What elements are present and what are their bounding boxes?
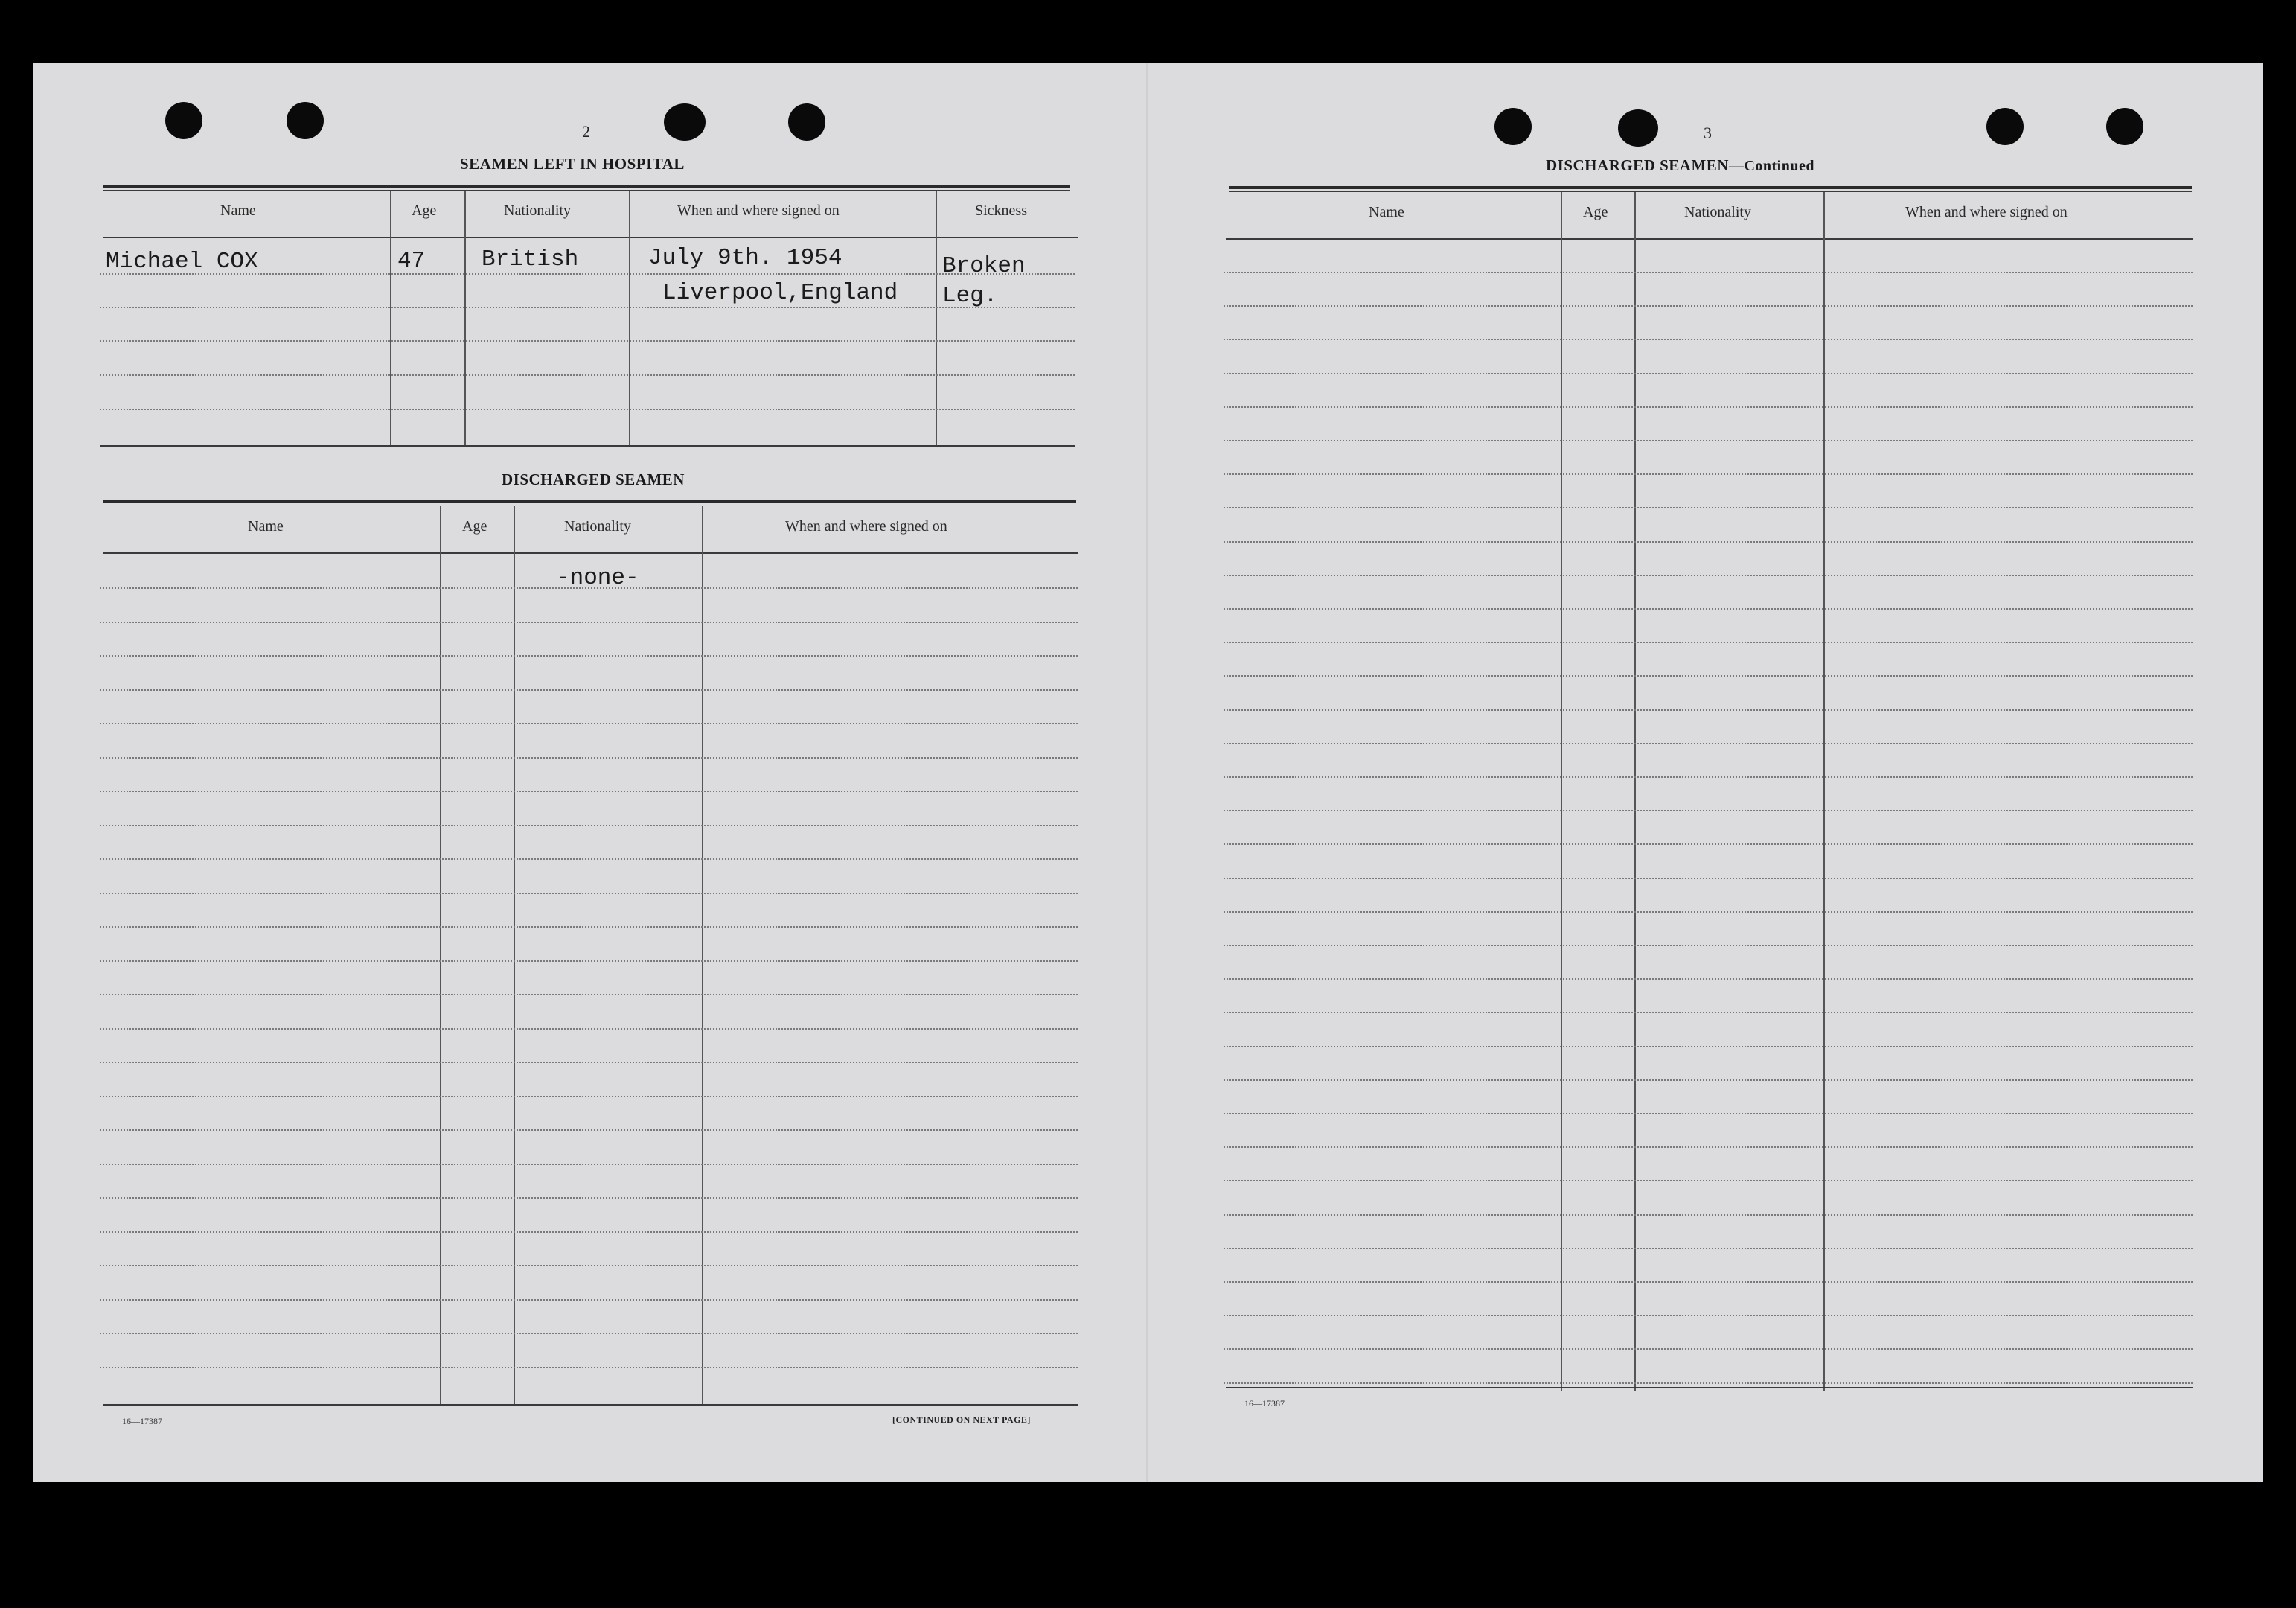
hospital-seaman-age: 47 (397, 248, 426, 274)
ruled-line (1224, 507, 2193, 508)
ruled-line (100, 893, 1078, 894)
ruled-line (1224, 1012, 2193, 1013)
ruled-line (1224, 1348, 2193, 1350)
ruled-line (100, 825, 1078, 826)
ruled-line (1224, 843, 2193, 845)
column-header-age: Age (1583, 204, 1608, 220)
hospital-seaman-nationality: British (482, 246, 579, 272)
ruled-line (1224, 608, 2193, 610)
ruled-line (1224, 1146, 2193, 1148)
continued-section-title-main: DISCHARGED SEAMEN (1546, 156, 1729, 174)
ruled-line (1224, 1214, 2193, 1216)
punch-hole (2106, 108, 2143, 145)
ruled-line (1224, 878, 2193, 879)
ruled-line (100, 926, 1078, 928)
ruled-line (100, 1164, 1078, 1165)
form-sheet (33, 63, 2263, 1482)
ruled-line (100, 1028, 1078, 1030)
ruled-line (1224, 373, 2193, 374)
ruled-line (100, 689, 1078, 691)
no-discharged-entries: -none- (556, 565, 639, 591)
ruled-line (1224, 810, 2193, 811)
ruled-line (1224, 1281, 2193, 1283)
hospital-sickness-line1: Broken (942, 253, 1026, 279)
discharged-section-title: DISCHARGED SEAMEN (502, 470, 685, 488)
ruled-line (100, 1231, 1078, 1233)
page-fold (1146, 63, 1148, 1482)
column-header-name: Name (220, 202, 256, 219)
column-header-signed-on: When and where signed on (785, 518, 947, 535)
ruled-line (1224, 978, 2193, 980)
ruled-line (1224, 709, 2193, 711)
ruled-line (1224, 675, 2193, 677)
ruled-line (100, 1129, 1078, 1131)
ruled-line (100, 994, 1078, 995)
ruled-line (1224, 945, 2193, 946)
ruled-line (1224, 1079, 2193, 1081)
ruled-line (1224, 272, 2193, 273)
continued-note: [CONTINUED ON NEXT PAGE] (892, 1414, 1031, 1425)
ruled-line (1224, 911, 2193, 913)
ruled-line (1224, 575, 2193, 576)
column-header-sickness: Sickness (975, 202, 1027, 219)
continued-section-title (1546, 156, 1814, 175)
column-header-signed-on: When and where signed on (1905, 204, 2068, 220)
ruled-line (100, 1062, 1078, 1063)
ruled-line (1224, 1248, 2193, 1249)
hospital-signed-on-place: Liverpool,England (662, 280, 898, 306)
ruled-line (1224, 541, 2193, 543)
ruled-line (1224, 406, 2193, 408)
column-header-nationality: Nationality (504, 202, 571, 219)
page-number: 3 (1704, 124, 1712, 142)
ruled-line (100, 1367, 1078, 1368)
punch-hole (1494, 108, 1532, 145)
column-header-nationality: Nationality (1684, 204, 1751, 220)
ruled-line (100, 1265, 1078, 1266)
column-header-name: Name (1369, 204, 1404, 220)
ruled-line (100, 1096, 1078, 1097)
form-number: 16—17387 (1244, 1398, 1285, 1408)
ruled-line (1224, 743, 2193, 744)
ruled-line (1224, 305, 2193, 307)
punch-hole (287, 102, 324, 139)
column-header-age: Age (462, 518, 487, 535)
ruled-line (100, 791, 1078, 792)
continued-section-title-suffix: —Continued (1728, 158, 1814, 174)
ruled-line (100, 960, 1078, 962)
hospital-signed-on-date: July 9th. 1954 (648, 245, 842, 271)
ruled-line (100, 1333, 1078, 1334)
column-header-age: Age (412, 202, 437, 219)
ruled-line (1224, 473, 2193, 475)
ruled-line (1224, 339, 2193, 340)
column-header-name: Name (248, 518, 284, 535)
ruled-line (1224, 776, 2193, 778)
ruled-line (100, 622, 1078, 623)
ruled-line (1224, 1180, 2193, 1181)
punch-hole (788, 103, 825, 141)
hospital-seaman-name: Michael COX (106, 249, 258, 275)
ruled-line (100, 723, 1078, 724)
ruled-line (1224, 1315, 2193, 1316)
page-number: 2 (582, 122, 590, 141)
column-header-nationality: Nationality (564, 518, 631, 535)
punch-hole (165, 102, 202, 139)
punch-hole (664, 103, 706, 141)
ruled-line (1224, 1046, 2193, 1047)
hospital-sickness-line2: Leg. (942, 283, 998, 309)
ruled-line (1224, 1382, 2193, 1384)
ruled-line (100, 858, 1078, 860)
punch-hole (1986, 108, 2024, 145)
hospital-section-title: SEAMEN LEFT IN HOSPITAL (460, 155, 685, 173)
form-number: 16—17387 (122, 1416, 162, 1426)
column-header-signed-on: When and where signed on (677, 202, 840, 219)
ruled-line (1224, 1113, 2193, 1114)
punch-hole (1618, 109, 1658, 147)
ruled-line (100, 655, 1078, 657)
ruled-line (1224, 642, 2193, 643)
ruled-line (100, 757, 1078, 759)
ruled-line (100, 1299, 1078, 1301)
ruled-line (1224, 440, 2193, 441)
ruled-line (100, 1197, 1078, 1199)
